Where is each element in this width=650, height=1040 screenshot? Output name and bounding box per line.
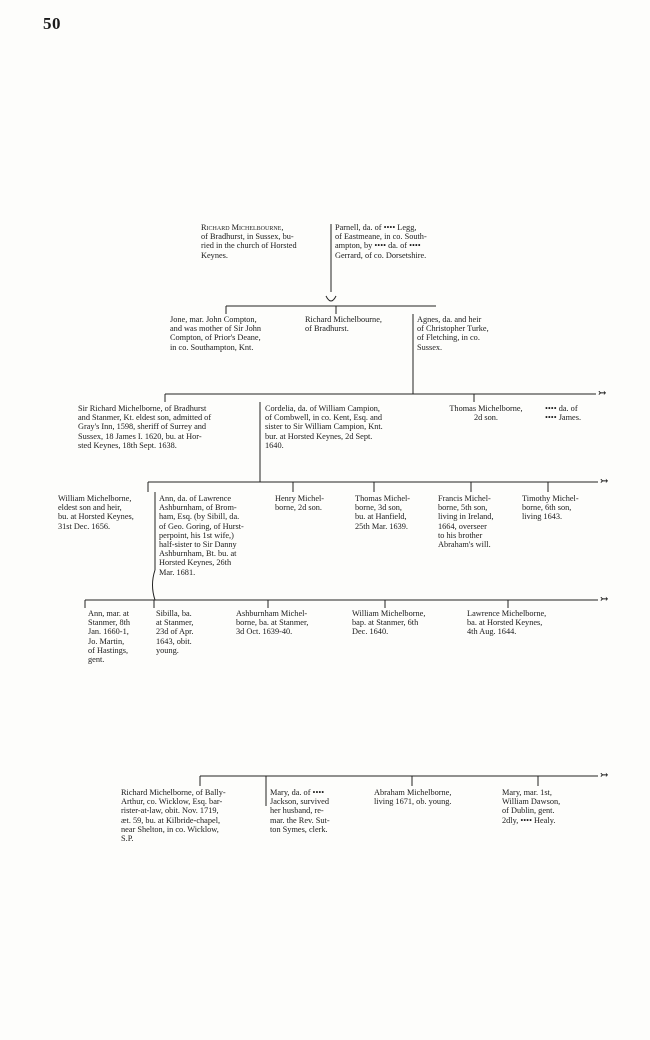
page-number: 50 xyxy=(43,14,61,33)
person-entry-cordelia-campion: Cordelia, da. of William Campion, of Combwell, in co. Kent, Esq. and sister to Sir William Campion, Knt. bur. at Horsted Keynes, 2d Sept. 1640. xyxy=(265,404,383,450)
person-entry-parnell-legg: Parnell, da. of •••• Legg, of Eastmeane, in co. South- ampton, by •••• da. of •••• Gerrard, of co. Dorsetshire. xyxy=(335,223,427,260)
continuation-mark-gen4: ↣ xyxy=(600,476,609,487)
person-entry-mary-dawson-healy: Mary, mar. 1st, William Dawson, of Dublin, gent. 2dly, •••• Healy. xyxy=(502,788,561,825)
person-entry-richard-michelborne-ballyarthur: Richard Michelborne, of Bally- Arthur, co. Wicklow, Esq. bar- rister-at-law, obit. Nov. 1719, æt. 59, bu. at Kilbride-chapel, near Shelton, in co. Wicklow, S.P. xyxy=(121,788,226,844)
person-name: Richard Michelbourne, xyxy=(201,223,284,232)
continuation-mark-gen6: ↣ xyxy=(600,770,609,781)
person-entry-sibilla: Sibilla, ba. at Stanmer, 23d of Apr. 1643, obit. young. xyxy=(156,609,194,655)
person-entry-francis-michelborne: Francis Michel- borne, 5th son, living in Ireland, 1664, overseer to his brother Abraham's will. xyxy=(438,494,494,550)
person-description: of Bradhurst, in Sussex, bu- ried in the church of Horsted Keynes. xyxy=(201,232,297,260)
person-entry-jone: Jone, mar. John Compton, and was mother of Sir John Compton, of Prior's Deane, in co. Southampton, Knt. xyxy=(170,315,262,352)
descent-bracket-gen4 xyxy=(153,570,156,600)
person-entry-ann-martin: Ann, mar. at Stanmer, 8th Jan. 1660-1, Jo. Martin, of Hastings, gent. xyxy=(88,609,131,665)
descent-bracket-gen1 xyxy=(326,296,336,301)
person-entry-richard-michelbourne-senior xyxy=(201,223,329,260)
person-entry-thomas-michelborne-2d: Thomas Michelborne, 2d son. xyxy=(449,404,523,423)
person-entry-lawrence-michelborne: Lawrence Michelborne, ba. at Horsted Keynes, 4th Aug. 1644. xyxy=(467,609,547,637)
person-entry-thomas-michelborne-3d: Thomas Michel- borne, 3d son, bu. at Hanfield, 25th Mar. 1639. xyxy=(355,494,411,531)
person-entry-timothy-michelborne: Timothy Michel- borne, 6th son, living 1643. xyxy=(522,494,579,522)
person-entry-mary-jackson: Mary, da. of •••• Jackson, survived her husband, re- mar. the Rev. Sut- ton Symes, clerk. xyxy=(270,788,330,834)
person-entry-agnes-turke: Agnes, da. and heir of Christopher Turke, of Fletching, in co. Sussex. xyxy=(417,315,489,352)
person-entry-henry-michelborne: Henry Michel- borne, 2d son. xyxy=(275,494,325,513)
person-entry-ann-ashburnham: Ann, da. of Lawrence Ashburnham, of Brom- ham, Esq. (by Sibill, da. of Geo. Goring, of Hurst- perpoint, his 1st wife,) half-sister to Sir Danny Ashburnham, Bt. bu. at Horsted Keynes, 26th Mar. 1681. xyxy=(159,494,244,577)
person-entry-sir-richard-michelborne: Sir Richard Michelborne, of Bradhurst and Stanmer, Kt. eldest son, admitted of Gray's Inn, 1598, sheriff of Surrey and Sussex, 18 James I. 1620, bu. at Hor- sted Keynes, 18th Sept. 1638. xyxy=(78,404,212,450)
person-entry-william-michelborne: William Michelborne, eldest son and heir, bu. at Horsted Keynes, 31st Dec. 1656. xyxy=(58,494,134,531)
person-entry-wife-of-thomas: •••• da. of •••• James. xyxy=(545,404,582,423)
person-entry-ashburnham-michelborne: Ashburnham Michel- borne, ba. at Stanmer, 3d Oct. 1639-40. xyxy=(236,609,309,637)
person-entry-abraham-michelborne: Abraham Michelborne, living 1671, ob. young. xyxy=(374,788,452,807)
continuation-mark-gen3: ↣ xyxy=(598,388,607,399)
person-entry-richard-michelbourne-bradhurst: Richard Michelbourne, of Bradhurst. xyxy=(305,315,382,334)
continuation-mark-gen5: ↣ xyxy=(600,594,609,605)
person-entry-william-michelborne-bap: William Michelborne, bap. at Stanmer, 6th Dec. 1640. xyxy=(352,609,426,637)
